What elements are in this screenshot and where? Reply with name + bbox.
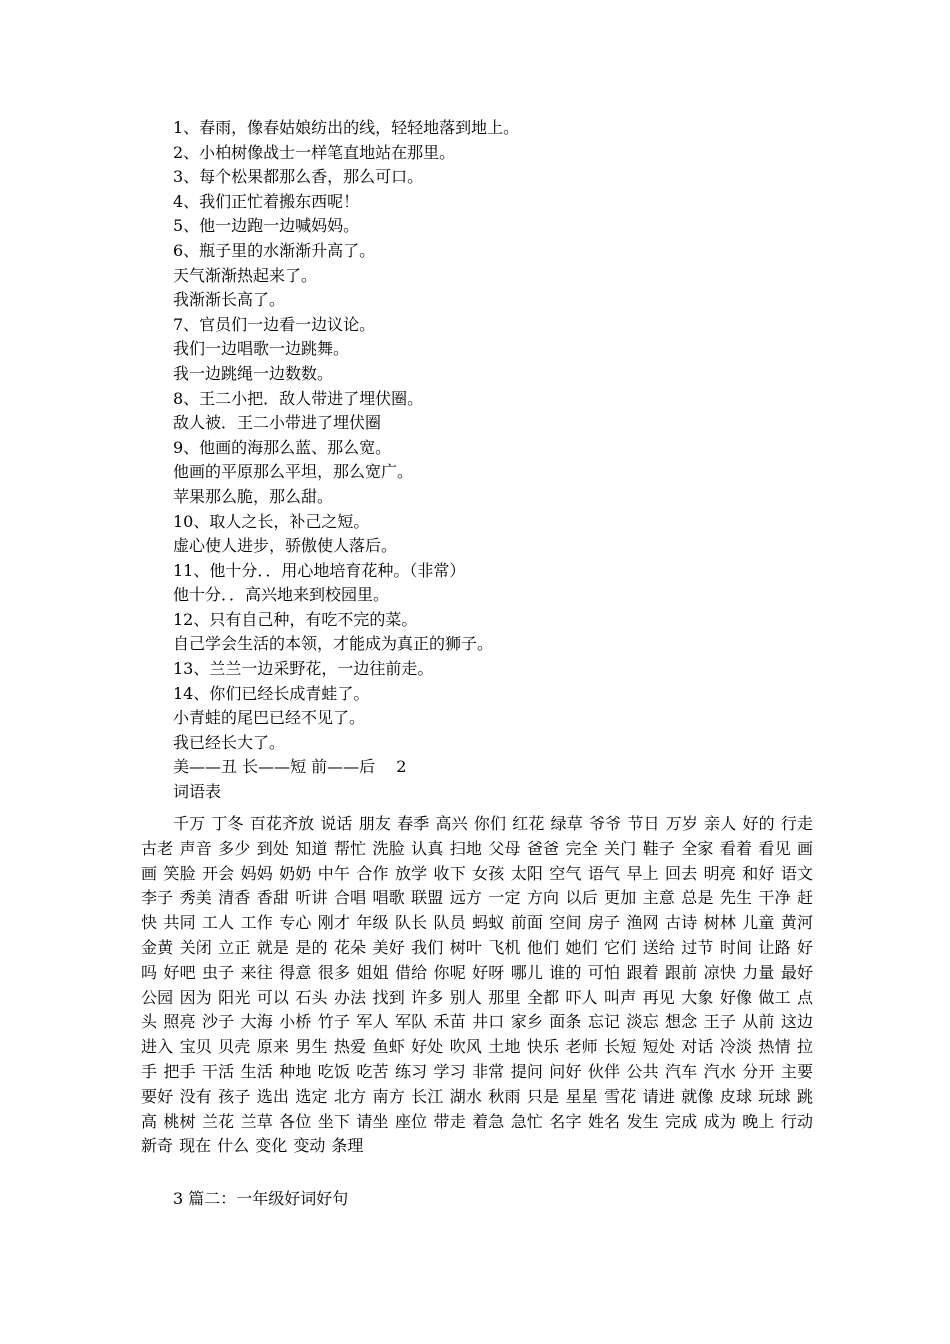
sentence-line: 自己学会生活的本领，才能成为真正的狮子。 (173, 634, 494, 654)
sentence-line: 4、我们正忙着搬东西呢！ (173, 191, 360, 211)
sentence-line: 1、春雨，像春姑娘纺出的线，轻轻地落到地上。 (173, 118, 520, 137)
sentence-list (173, 116, 833, 805)
sentence-line: 2、小柏树像战士一样笔直地站在那里。 (173, 142, 456, 162)
antonym-line: 美——丑 长——短 前——后 2 (173, 757, 407, 777)
sentence-line: 3、每个松果都那么香，那么可口。 (173, 167, 424, 187)
sentence-line: 6、瓶子里的水渐渐升高了。 (173, 240, 376, 260)
sentence-line: 12、只有自己种，有吃不完的菜。 (173, 609, 418, 629)
sentence-line: 虚心使人进步，骄傲使人落后。 (173, 536, 398, 556)
sentence-line: 7、官员们一边看一边议论。 (173, 314, 376, 334)
sentence-line: 我们一边唱歌一边跳舞。 (173, 339, 350, 359)
sentence-line: 我已经长大了。 (173, 732, 286, 752)
sentence-line: 他十分．．高兴地来到校园里。 (173, 585, 390, 605)
sentence-line: 苹果那么脆，那么甜。 (173, 486, 334, 506)
sentence-line: 我一边跳绳一边数数。 (173, 363, 334, 383)
sentence-line: 敌人被．王二小带进了埋伏圈 (173, 413, 382, 433)
vocab-heading: 词语表 (173, 782, 222, 802)
sentence-line: 9、他画的海那么蓝、那么宽。 (173, 437, 392, 457)
sentence-line: 小青蛙的尾巴已经不见了。 (173, 708, 366, 728)
sentence-line: 13、兰兰一边采野花，一边往前走。 (173, 659, 434, 679)
sentence-line: 14、你们已经长成青蛙了。 (173, 683, 370, 703)
sentence-line: 我渐渐长高了。 (173, 290, 286, 310)
sentence-line: 他画的平原那么平坦，那么宽广。 (173, 462, 414, 482)
sentence-line: 8、王二小把．敌人带进了埋伏圈。 (173, 388, 424, 408)
sentence-line: 5、他一边跑一边喊妈妈。 (173, 216, 360, 236)
sentence-line: 10、取人之长，补己之短。 (173, 511, 370, 531)
sentence-line: 11、他十分．．用心地培育花种。（非常） (173, 560, 466, 580)
section-heading: 3 篇二：一年级好词好句 (173, 1189, 349, 1208)
vocab-paragraph: 千万 丁冬 百花齐放 说话 朋友 春季 高兴 你们 红花 绿草 爷爷 节日 万岁 亲人 好的 行走 古老 声音 多少 到处 知道 帮忙 洗脸 认真 扫地 父母 爸爸 完全 关门 鞋子 全家 看着 看见 画画 笑脸 开会 妈妈 奶奶 中午 合作 放学 收下 女孩 太阳 空气 语气 早上 回去 明亮 和好 语文 李子 秀美 清香 香甜 听讲 合唱 唱歌 联盟 远方 一定 方向 以后 更加 主意 总是 先生 干净 赶快 共同 工人 工作 专心 刚才 年级 队长 队员 蚂蚁 前面 空间 房子 渔网 古诗 树林 儿童 黄河 金黄 关闭 立正 就是 是的 花朵 美好 我们 树叶 飞机 他们 她们 它们 送给 过节 时间 让路 好吗 好吧 虫子 来往 得意 很多 姐姐 借给 你呢 好呀 哪儿 谁的 可怕 跟着 跟前 凉快 力量 最好 公园 因为 阳光 可以 石头 办法 找到 许多 别人 那里 全都 吓人 叫声 再见 大象 好像 做工 点头 照亮 沙子 大海 小桥 竹子 军人 军队 禾苗 井口 家乡 面条 忘记 淡忘 想念 王子 从前 这边 进入 宝贝 贝壳 原来 男生 热爱 鱼虾 好处 吹风 土地 快乐 老师 长短 短处 对话 冷淡 热情 拉手 把手 干活 生活 种地 吃饭 吃苦 练习 学习 非常 提问 问好 伙伴 公共 汽车 汽水 分开 主要 要好 没有 孩子 选出 选定 北方 南方 长江 湖水 秋雨 只是 星星 雪花 请进 就像 皮球 玩球 跳高 桃树 兰花 兰草 各位 坐下 请坐 座位 带走 着急 急忙 名字 姓名 发生 完成 成为 晚上 行动 新奇 现在 什么 变化 变动 条理 (141, 814, 813, 1156)
sentence-line: 天气渐渐热起来了。 (173, 265, 318, 285)
